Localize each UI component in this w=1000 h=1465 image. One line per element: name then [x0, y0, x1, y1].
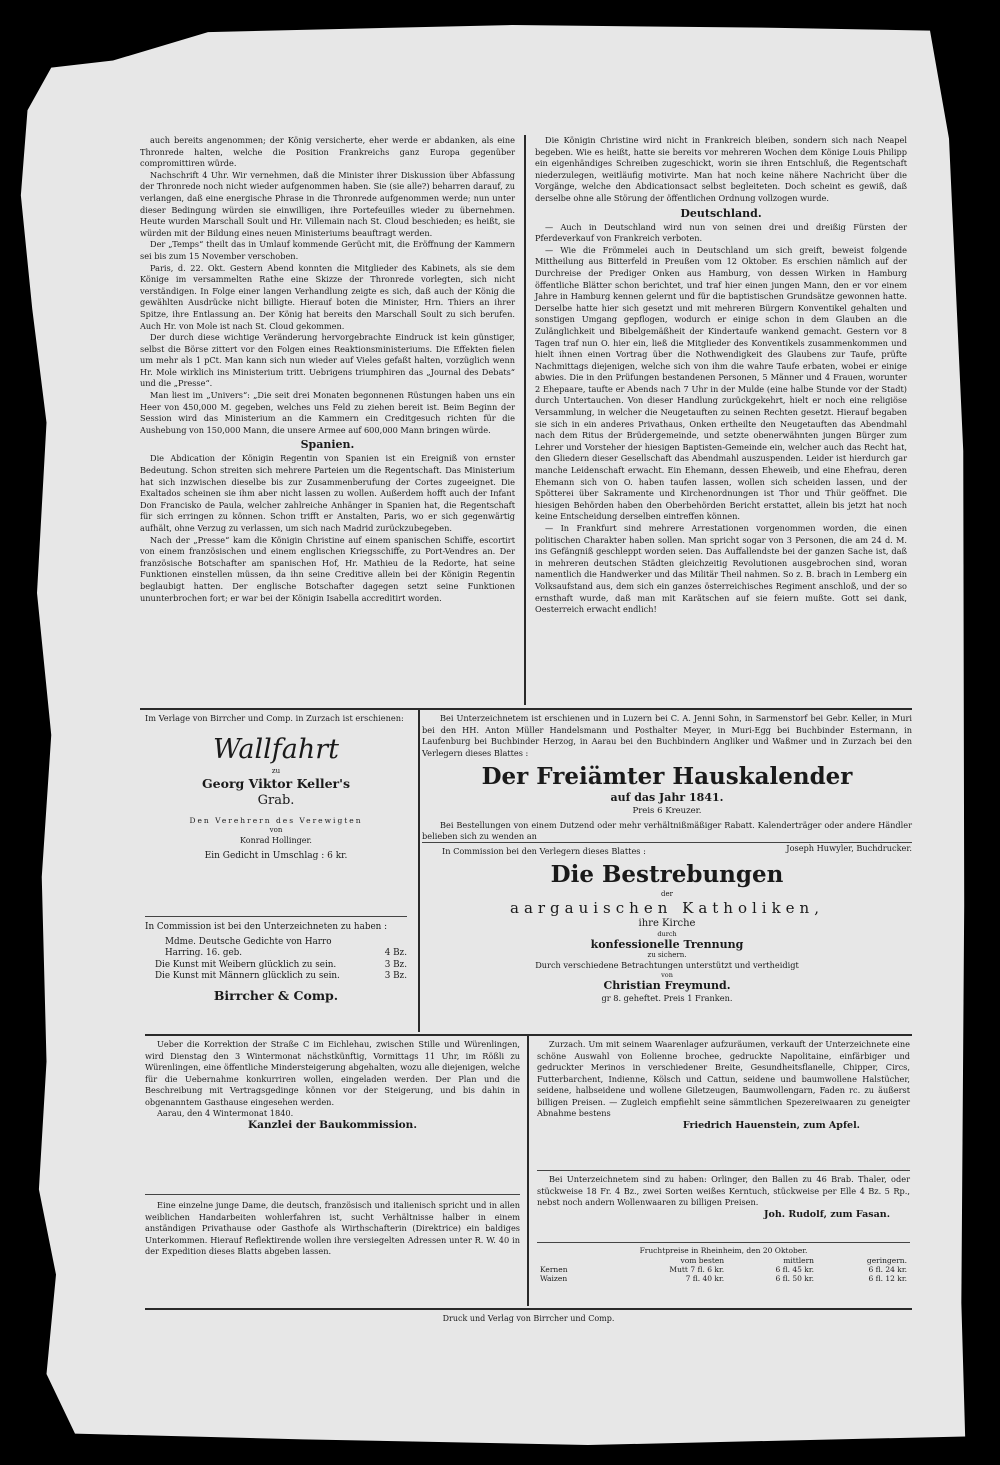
price-table-title: Fruchtpreise in Rheinheim, den 20 Oktober. [639, 1246, 808, 1255]
table-header-row [537, 1256, 910, 1265]
imprint: Druck und Verlag von Birrcher und Comp. [442, 1314, 615, 1323]
price-table-block [537, 1246, 910, 1304]
article-paragraph: auch bereits angenommen; der König versicherte, eher werde er abdanken, als eine Thronrede halten, welche die Position Frankreichs ganz Europa gegenüber compromittiren würde. [140, 135, 515, 169]
ad-signature: Friedrich Hauenstein, zum Apfel. [682, 1119, 860, 1131]
table-header-cell: vom besten [680, 1256, 725, 1265]
ad-title: Der Freiämter Hauskalender [481, 763, 853, 790]
ad-column-divider [527, 1036, 529, 1306]
ad-text: Ueber die Korrektion der Straße C im Eichlehau, zwischen Stille und Würenlingen, wird Dienstag den 3 Wintermonat nächstkünftig, Vormittags 11 Uhr, im Rößli zu Würenlingen, eine öffentliche Mindersteigerung abgehalten, wozu alle diejenigen, welche für die Uebernahme konkurriren wollen, eingeladen werden. Der Plan und die Beschreibung mit Vertragsgedinge können vor der Steigerung, und bis dahin in obgenanntem Gasthause eingesehen werden. [145, 1039, 520, 1107]
ad-subject: Georg Viktor Keller's [201, 775, 351, 791]
ad-author: Christian Freymund. [603, 979, 731, 992]
ad-small-word: von [661, 971, 673, 979]
ad-signature: Joseph Huwyler, Buchdrucker. [786, 842, 912, 853]
bottom-rule [145, 1308, 912, 1310]
table-cell: 6 fl. 45 kr. [775, 1265, 814, 1274]
table-header-cell: mittlern [783, 1256, 814, 1265]
article-paragraph: — In Frankfurt sind mehrere Arrestationen vorgenommen worden, die einen politischen Charakter haben sollen. Man spricht sogar von 3 Personen, die am 24 d. M. ins Gefängniß geschleppt worden seien. Das Auffallendste bei der ganzen Sache ist, daß in mehreren deutschen Städten gleichzeitig Revolutionen ausgebrochen sind, woran namentlich die Handwerker und das Militär Theil nahmen. So z. B. brach in Lemberg ein Volksaufstand aus, dem sich ein ganzes österreichisches Regiment anschloß, und der so ernsthaft wurde, daß man mit Karätschen auf sie feiern mußte. Gott sei dank, Oesterreich erwacht endlich! [535, 523, 907, 615]
ad-signature: Kanzlei der Baukommission. [248, 1118, 417, 1131]
ad-intro: In Commission ist bei den Unterzeichneten zu haben : [145, 922, 388, 932]
ad-text: Bei Unterzeichnetem sind zu haben: Orlinger, den Ballen zu 46 Brab. Thaler, oder stückweise 18 Fr. 4 Bz., zwei Sorten weißes Kerntuch, stückweise per Elle 4 Bz. 5 Rp., nebst noch andern Wollenwaaren zu billigen Preisen. [537, 1174, 910, 1207]
ad-small-word: zu [271, 766, 281, 775]
ad-author: Konrad Hollinger. [240, 836, 312, 845]
ad-hauenstein [537, 1039, 910, 1167]
item-price: 4 Bz. [384, 948, 407, 958]
ad-footer: Bei Bestellungen von einem Dutzend oder mehr verhältnißmäßiger Rabatt. Kalenderträger oder andere Händler belieben sich zu wenden an [422, 819, 912, 841]
article-paragraph: Man liest im „Univers“: „Die seit drei Monaten begonnenen Rüstungen haben uns ein Heer von 450,000 M. gegeben, welches uns Feld zu ziehen bereit ist. Beim Beginn der Session wird das Ministerium an die Kammern ein Creditgesuch richten für die Aushebung von 150,000 Mann, die unsere Armee auf 600,000 Mann bringen würde. [140, 390, 515, 435]
ad-date: Aarau, den 4 Wintermonat 1840. [157, 1108, 294, 1118]
ad-divider [537, 1170, 910, 1171]
ad-divider [145, 1194, 520, 1195]
ad-desc: Durch verschiedene Betrachtungen unterstützt und vertheidigt [535, 959, 799, 970]
ad-title: Wallfahrt [212, 733, 339, 765]
article-paragraph: Nach der „Presse“ kam die Königin Christine auf einem spanischen Schiffe, escortirt von einem französischen und einem englischen Kriegsschiffe, zu Port-Vendres an. Der französische Botschafter am spanischen Hof, Hr. Mathieu de la Redorte, hat seine Funktionen einstellen müssen, da ihn seine Creditive allein bei der Königin Regentin beglaubigt hatten. Der englische Botschafter dagegen setzt seine Funktionen ununterbrochen fort; er war bei der Königin Isabella accreditirt worden. [140, 534, 515, 603]
ad-price: Preis 6 Kreuzer. [632, 806, 702, 816]
ad-text: Eine einzelne junge Dame, die deutsch, französisch und italienisch spricht und in allen weiblichen Handarbeiten wohlerfahren ist, sucht Verhältnisse halber in einem anständigen Privathause oder Gasthofe als Wirthschafterin (Direktrice) ein baldiges Unterkommen. Hierauf Reflektirende wollen ihre versiegelten Adressen unter R. W. 40 in der Expedition dieses Blatts abgeben lassen. [145, 1200, 520, 1256]
table-header-cell: geringern. [866, 1256, 907, 1265]
right-article-column [535, 135, 907, 705]
ad-signature: Birrcher & Comp. [213, 987, 339, 1003]
article-paragraph: Die Königin Christine wird nicht in Frankreich bleiben, sondern sich nach Neapel begeben. Wie es heißt, hatte sie bereits vor mehreren Wochen dem Könige Louis Philipp ein eigenhändiges Schreiben zugeschickt, worin sie ihren Entschluß, die Regentschaft niederzulegen, weitläufig motivirte. Man hat noch keine nähere Nachricht über die Vorgänge, welche den Abdicationsact selbst begleiteten. Doch scheint es gewiß, daß derselbe ohne alle Störung der öffentlichen Ordnung vollzogen wurde. [535, 135, 907, 203]
left-article-column [140, 135, 515, 705]
heading-spain: Spanien. [300, 438, 355, 452]
table-cell: Mutt 7 fl. 6 kr. [669, 1265, 725, 1274]
ad-signature: Joh. Rudolf, zum Fasan. [764, 1208, 890, 1220]
ad-rudolf [537, 1174, 910, 1240]
ad-subtitle: aargauischen Katholiken, [510, 898, 824, 917]
article-paragraph: Der durch diese wichtige Veränderung hervorgebrachte Eindruck ist kein günstiger, selbst die Börse zittert vor den Folgen eines Reaktionsministeriums. Die Effekten fielen um mehr als 1 pCt. Man kann sich nun wieder auf Vieles gefaßt halten, vorzüglich wenn Hr. Mole wirklich ins Ministerium tritt. Uebrigens triumphiren das „Journal des Debats“ und die „Presse“. [140, 332, 515, 389]
article-paragraph: Paris, d. 22. Okt. Gestern Abend konnten die Mitglieder des Kabinets, als sie dem Könige im versammelten Rathe eine Skizze der Thronrede vorlegten, sich nicht verständigen. In Folge einer langen Verhandlung zeigte es sich, daß auch der König die gewählten Ausdrücke nicht billigte. Hierauf boten die Minister, Hrn. Thiers an ihrer Spitze, ihre Entlassung an. Der König hat bereits den Marschall Soult zu sich berufen. Auch Hr. von Mole ist nach St. Cloud gekommen. [140, 262, 515, 331]
ad-dedication: Den Verehrern des Verewigten [189, 815, 363, 825]
ad-strasse [145, 1039, 520, 1191]
ad-kirche: ihre Kirche [638, 917, 696, 929]
item-text: Die Kunst mit Weibern glücklich zu sein. [155, 959, 337, 970]
ad-dame [145, 1200, 520, 1305]
ad-list-item [145, 937, 407, 960]
ad-small-word: der [661, 889, 673, 898]
ad-grab: Grab. [257, 792, 295, 808]
item-price: 3 Bz. [384, 959, 407, 970]
section-divider [140, 708, 912, 710]
ad-intro: In Commission bei den Verlegern dieses Blattes : [442, 846, 646, 856]
ad-wallfahrt [145, 713, 407, 913]
table-row [537, 1274, 910, 1283]
left-paragraphs [140, 135, 515, 436]
table-cell: 6 fl. 50 kr. [775, 1274, 814, 1283]
ad-text: Zurzach. Um mit seinem Waarenlager aufzuräumen, verkauft der Unterzeichnete eine schöne Auswahl von Eolienne brochee, gedruckte Napolitaine, einfärbiger und gedruckter Merinos in verschiedener Breite, Gesundheitsflanelle, Chipper, Circs, Futterbarchent, Indienne, Kölsch und Cattun, seidene und baumwollene Halstücher, seidene, halbseidene und wollene Giletzeugen, Baumwollengarn, Faden rc. zu äußerst billigen Preisen. — Zugleich empfiehlt seine sämmtlichen Spezereiwaaren zu geneigter Abnahme bestens [537, 1039, 910, 1118]
ad-subtitle: auf das Jahr 1841. [610, 791, 724, 804]
ad-commission [145, 922, 407, 1032]
ad-divider [537, 1242, 910, 1243]
item-text: Die Kunst mit Männern glücklich zu sein. [155, 971, 340, 981]
ad-price: gr 8. geheftet. Preis 1 Franken. [601, 993, 733, 1003]
table-row [537, 1265, 910, 1274]
column-divider [524, 135, 526, 705]
table-cell: 6 fl. 12 kr. [868, 1274, 907, 1283]
table-cell: Waizen [540, 1274, 568, 1283]
ad-price: Ein Gedicht in Umschlag : 6 kr. [204, 850, 348, 861]
price-table [537, 1256, 910, 1283]
ad-intro: Bei Unterzeichnetem ist erschienen und in Luzern bei C. A. Jenni Sohn, in Sarmenstorf bei Gebr. Keller, in Muri bei den HH. Anton Müller Handelsmann und Posthalter Meyer, in Muri-Egg bei Buchbinder Estermann, in Laufenburg bei Buchbinder Herzog, in Aarau bei den Buchbindern Angliker und Waßmer und in Zurzach bei den Verlegern dieses Blattes : [422, 713, 912, 758]
article-paragraph: Nachschrift 4 Uhr. Wir vernehmen, daß die Minister ihrer Diskussion über Abfassung der Thronrede noch nicht wieder aufgenommen haben. Sie (sie alle?) beharren darauf, zu verlangen, daß eine energische Phrase in die Thronrede aufgenommen werde; nun unter dieser Bedingung würden sie einwilligen, ihre Portefeuilles wieder zu übernehmen. Heute wurden Marschall Soult und Hr. Villemain nach St. Cloud beschieden; es heißt, sie würden mit der Bildung eines neuen Ministeriums beauftragt werden. [140, 169, 515, 238]
ad-small-word: von [269, 826, 283, 834]
article-paragraph: — Wie die Frömmelei auch in Deutschland um sich greift, beweist folgende Mittheilung aus Bitterfeld in Preußen vom 12 Oktober. Es erschien nämlich auf der Durchreise der Prediger Onken aus Hamburg, von dessen Wirken in Hamburg öffentliche Blätter schon berichtet, und traf hier einen jungen Mann, den er vor einem Jahre in Hamburg kennen gelernt und für die baptistischen Grundsätze gewonnen hatte. Derselbe hatte hier sich gesetzt und mit mehreren Bürgern Konventikel gehalten und sonstigen Umgang gepflogen, wodurch er einige schon in dem Glauben an die Zulänglichkeit und Bibelgemäßheit der Kindertaufe wankend gemacht. Gestern vor 8 Tagen traf nun O. hier ein, ließ die Mitglieder des Konventikels zusammenkommen und hielt ihnen einen Vortrag über die Nothwendigkeit des Glaubens zur Taufe, prüfte Nachmittags diejenigen, welche sich von ihm die wahre Taufe erbaten, wobei er einige abwies. Die in den Prüfungen bestandenen Personen, 5 Männer und 4 Frauen, worunter 2 Ehepaare, taufte er Abends nach 7 Uhr in der Mulde (eine halbe Stunde vor der Stadt) durch Untertauchen. Von dieser Handlung zurückgekehrt, hielt er noch eine religiöse Versammlung, in welcher die Neugetauften zu seinen Rechten gesetzt. Hierauf begaben sie sich in ein anderes Privathaus, Onken ertheilte den Neugetauften das Abendmahl nach dem Ritus der Brüdergemeinde, und setzte obenerwähnten jungen Bürger zum Lehrer und Vorsteher der hiesigen Baptisten-Gemeinde ein, welcher auch das Recht hat, den Gliedern dieser Gesellschaft das Abendmahl auszuspenden. Leider ist hierdurch gar manche Leidenschaft erwacht. Ein Ehemann, dessen Eheweib, und eine Ehefrau, deren Ehemann sich von O. haben taufen lassen, wollen sich scheiden lassen, und der Spötterei über Sakramente und Kirchenordnungen ist Thor und Thür geöffnet. Die hiesigen Behörden haben den Oberbehörden Bericht erstattet, allein bis jetzt hat noch keine Entscheidung derselben eintreffen können. [535, 244, 907, 522]
table-cell: 6 fl. 24 kr. [868, 1265, 907, 1274]
item-price: 3 Bz. [384, 971, 407, 981]
table-cell: 7 fl. 40 kr. [685, 1274, 725, 1283]
ad-trennung: konfessionelle Trennung [590, 937, 744, 951]
heading-germany: Deutschland. [680, 206, 762, 220]
ad-intro: Im Verlage von Birrcher und Comp. in Zurzach ist erschienen: [145, 713, 404, 723]
ad-title: Die Bestrebungen [550, 860, 784, 888]
ad-small-word: zu sichern. [647, 950, 687, 959]
item-text: Mdme. Deutsche Gedichte von Harro Harring. 16. geb. [165, 936, 332, 958]
ad-list-item [145, 960, 407, 972]
ad-bestrebungen [422, 846, 912, 1032]
ad-divider [422, 842, 912, 843]
ad-column-divider [418, 710, 420, 1032]
table-cell: Kernen [540, 1265, 568, 1274]
ad-small-word: durch [657, 929, 677, 938]
ad-list-item [145, 971, 407, 983]
ad-divider [145, 916, 407, 917]
article-paragraph: Der „Temps“ theilt das in Umlauf kommende Gerücht mit, die Eröffnung der Kammern sei bis zum 15 November verschoben. [140, 239, 515, 261]
table-header-cell [537, 1256, 605, 1265]
article-paragraph: Die Abdication der Königin Regentin von Spanien ist ein Ereigniß von ernster Bedeutung. Schon streiten sich mehrere Parteien um die Regentschaft. Das Ministerium hat sich inzwischen dieselbe bis zur Zusammenberufung der Cortes zugeeignet. Die Exaltados scheinen sie ihm aber nicht lassen zu wollen. Außerdem hofft auch der Infant Don Francisko de Paula, welcher zahlreiche Anhänger in Spanien hat, die Regentschaft für sich erringen zu können. Schon trifft er Anstalten, Paris, wo er sich gegenwärtig aufhält, ohne Verzug zu verlassen, um sich nach Madrid zurückzubegeben. [140, 453, 515, 533]
article-paragraph: — Auch in Deutschland wird nun von seinen drei und dreißig Fürsten der Pferdeverkauf von Frankreich verboten. [535, 221, 907, 244]
